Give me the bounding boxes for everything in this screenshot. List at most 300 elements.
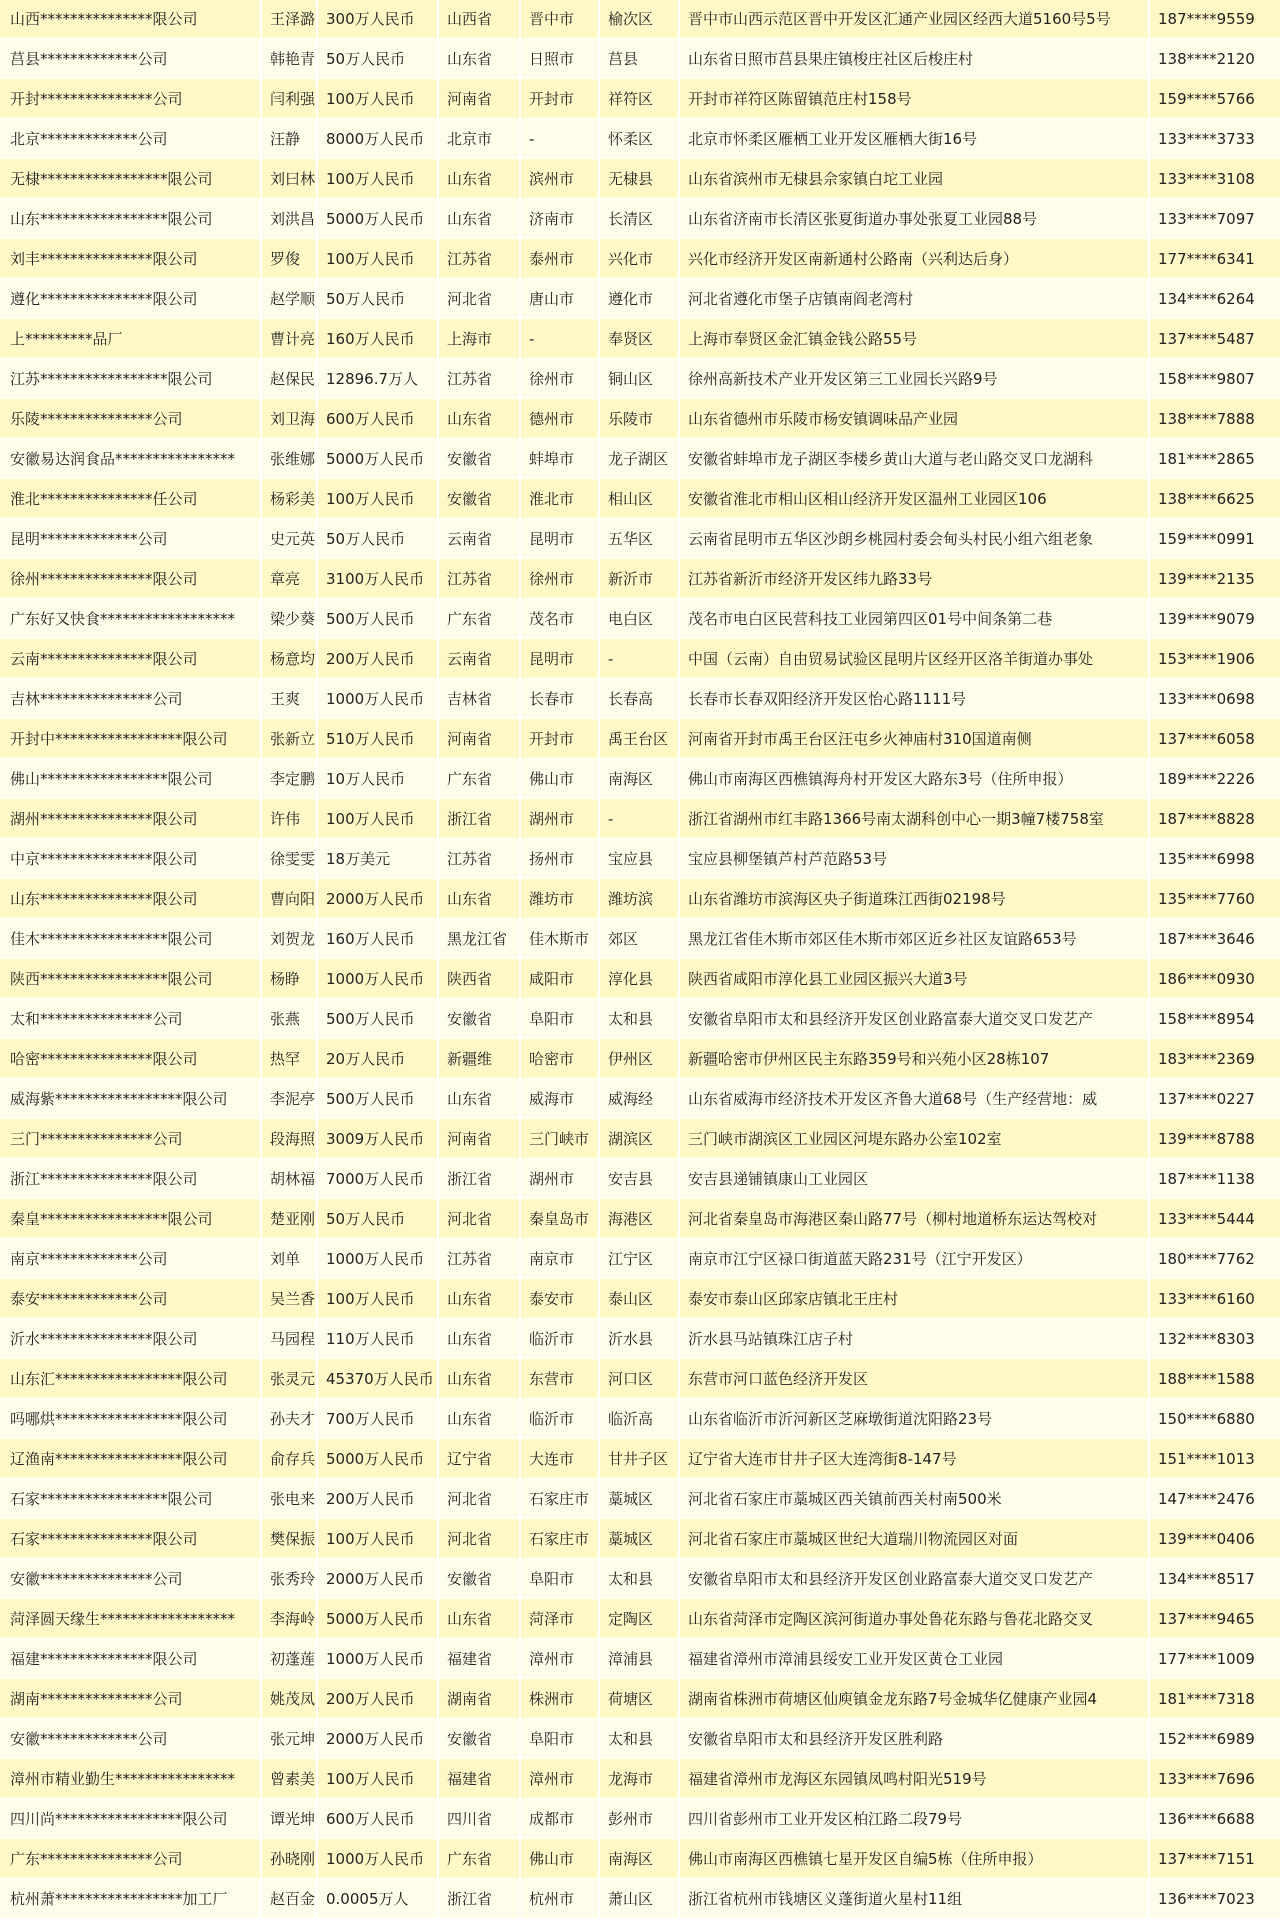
city-cell: 淮北市 bbox=[521, 479, 600, 519]
capital-cell: 600万人民币 bbox=[318, 1799, 439, 1839]
phone-cell: 153****1906 bbox=[1150, 639, 1280, 679]
capital-cell: 110万人民币 bbox=[318, 1319, 439, 1359]
table-row bbox=[0, 39, 1280, 79]
phone-cell: 181****2865 bbox=[1150, 439, 1280, 479]
legal-rep-cell: 章亮 bbox=[262, 559, 318, 599]
district-cell: 长春高 bbox=[600, 679, 680, 719]
legal-rep-cell: 胡林福 bbox=[262, 1159, 318, 1199]
capital-cell: 160万人民币 bbox=[318, 919, 439, 959]
city-cell: 秦皇岛市 bbox=[521, 1199, 600, 1239]
city-cell: 杭州市 bbox=[521, 1879, 600, 1919]
province-cell: 山西省 bbox=[439, 0, 521, 39]
address-cell: 开封市祥符区陈留镇范庄村158号 bbox=[680, 79, 1150, 119]
province-cell: 安徽省 bbox=[439, 1559, 521, 1599]
phone-cell: 135****6998 bbox=[1150, 839, 1280, 879]
city-cell: 漳州市 bbox=[521, 1759, 600, 1799]
province-cell: 河北省 bbox=[439, 1199, 521, 1239]
district-cell: 河口区 bbox=[600, 1359, 680, 1399]
address-cell: 云南省昆明市五华区沙朗乡桃园村委会甸头村民小组六组老象 bbox=[680, 519, 1150, 559]
capital-cell: 2000万人民币 bbox=[318, 1719, 439, 1759]
table-row bbox=[0, 119, 1280, 159]
city-cell: 阜阳市 bbox=[521, 1719, 600, 1759]
city-cell: 徐州市 bbox=[521, 359, 600, 399]
province-cell: 河南省 bbox=[439, 1119, 521, 1159]
province-cell: 福建省 bbox=[439, 1759, 521, 1799]
address-cell: 三门峡市湖滨区工业园区河堤东路办公室102室 bbox=[680, 1119, 1150, 1159]
district-cell: 定陶区 bbox=[600, 1599, 680, 1639]
capital-cell: 5000万人民币 bbox=[318, 439, 439, 479]
province-cell: 河南省 bbox=[439, 79, 521, 119]
province-cell: 河南省 bbox=[439, 719, 521, 759]
address-cell: 山东省德州市乐陵市杨安镇调味品产业园 bbox=[680, 399, 1150, 439]
city-cell: 威海市 bbox=[521, 1079, 600, 1119]
address-cell: 晋中市山西示范区晋中开发区汇通产业园区经西大道5160号5号 bbox=[680, 0, 1150, 39]
city-cell: 日照市 bbox=[521, 39, 600, 79]
address-cell: 河北省石家庄市藁城区世纪大道瑞川物流园区对面 bbox=[680, 1519, 1150, 1559]
company-name-cell: 安徽***************公司 bbox=[0, 1559, 262, 1599]
capital-cell: 100万人民币 bbox=[318, 159, 439, 199]
table-row bbox=[0, 679, 1280, 719]
province-cell: 山东省 bbox=[439, 1079, 521, 1119]
province-cell: 江苏省 bbox=[439, 1239, 521, 1279]
table-row bbox=[0, 1239, 1280, 1279]
phone-cell: 183****2369 bbox=[1150, 1039, 1280, 1079]
province-cell: 广东省 bbox=[439, 759, 521, 799]
city-cell: 菏泽市 bbox=[521, 1599, 600, 1639]
phone-cell: 187****1138 bbox=[1150, 1159, 1280, 1199]
city-cell: 徐州市 bbox=[521, 559, 600, 599]
city-cell: 咸阳市 bbox=[521, 959, 600, 999]
address-cell: 山东省临沂市沂河新区芝麻墩街道沈阳路23号 bbox=[680, 1399, 1150, 1439]
province-cell: 江苏省 bbox=[439, 839, 521, 879]
phone-cell: 139****2135 bbox=[1150, 559, 1280, 599]
company-name-cell: 威海紫*****************限公司 bbox=[0, 1079, 262, 1119]
company-name-cell: 徐州***************限公司 bbox=[0, 559, 262, 599]
district-cell: 五华区 bbox=[600, 519, 680, 559]
table-row bbox=[0, 1719, 1280, 1759]
table-row bbox=[0, 999, 1280, 1039]
legal-rep-cell: 吴兰香 bbox=[262, 1279, 318, 1319]
province-cell: 北京市 bbox=[439, 119, 521, 159]
capital-cell: 45370万人民币 bbox=[318, 1359, 439, 1399]
city-cell: 晋中市 bbox=[521, 0, 600, 39]
city-cell: 泰州市 bbox=[521, 239, 600, 279]
district-cell: 长清区 bbox=[600, 199, 680, 239]
address-cell: 浙江省杭州市钱塘区义蓬街道火星村11组 bbox=[680, 1879, 1150, 1919]
legal-rep-cell: 赵百金 bbox=[262, 1879, 318, 1919]
capital-cell: 50万人民币 bbox=[318, 279, 439, 319]
table-row bbox=[0, 319, 1280, 359]
company-name-cell: 上*********品厂 bbox=[0, 319, 262, 359]
table-row bbox=[0, 279, 1280, 319]
company-name-cell: 太和***************公司 bbox=[0, 999, 262, 1039]
city-cell: 佳木斯市 bbox=[521, 919, 600, 959]
phone-cell: 187****9559 bbox=[1150, 0, 1280, 39]
city-cell: 长春市 bbox=[521, 679, 600, 719]
phone-cell: 137****7151 bbox=[1150, 1839, 1280, 1879]
province-cell: 安徽省 bbox=[439, 439, 521, 479]
company-name-cell: 广东***************公司 bbox=[0, 1839, 262, 1879]
capital-cell: 500万人民币 bbox=[318, 1079, 439, 1119]
legal-rep-cell: 罗俊 bbox=[262, 239, 318, 279]
province-cell: 陕西省 bbox=[439, 959, 521, 999]
legal-rep-cell: 汪静 bbox=[262, 119, 318, 159]
legal-rep-cell: 樊保振 bbox=[262, 1519, 318, 1559]
company-name-cell: 杭州萧*****************加工厂 bbox=[0, 1879, 262, 1919]
district-cell: 禹王台区 bbox=[600, 719, 680, 759]
city-cell: 湖州市 bbox=[521, 799, 600, 839]
company-name-cell: 北京*************公司 bbox=[0, 119, 262, 159]
table-row bbox=[0, 479, 1280, 519]
company-name-cell: 云南***************限公司 bbox=[0, 639, 262, 679]
province-cell: 安徽省 bbox=[439, 1719, 521, 1759]
phone-cell: 151****1013 bbox=[1150, 1439, 1280, 1479]
company-name-cell: 淮北***************任公司 bbox=[0, 479, 262, 519]
district-cell: 藁城区 bbox=[600, 1519, 680, 1559]
phone-cell: 137****5487 bbox=[1150, 319, 1280, 359]
company-name-cell: 刘丰***************限公司 bbox=[0, 239, 262, 279]
address-cell: 山东省菏泽市定陶区滨河街道办事处鲁花东路与鲁花北路交叉 bbox=[680, 1599, 1150, 1639]
address-cell: 河北省石家庄市藁城区西关镇前西关村南500米 bbox=[680, 1479, 1150, 1519]
district-cell: 湖滨区 bbox=[600, 1119, 680, 1159]
province-cell: 安徽省 bbox=[439, 999, 521, 1039]
company-name-cell: 佛山*****************限公司 bbox=[0, 759, 262, 799]
capital-cell: 200万人民币 bbox=[318, 1679, 439, 1719]
company-name-cell: 中京***************限公司 bbox=[0, 839, 262, 879]
table-row bbox=[0, 1399, 1280, 1439]
city-cell: 石家庄市 bbox=[521, 1519, 600, 1559]
legal-rep-cell: 张灵元 bbox=[262, 1359, 318, 1399]
company-name-cell: 湖南***************公司 bbox=[0, 1679, 262, 1719]
address-cell: 茂名市电白区民营科技工业园第四区01号中间条第二巷 bbox=[680, 599, 1150, 639]
phone-cell: 138****7888 bbox=[1150, 399, 1280, 439]
legal-rep-cell: 楚亚刚 bbox=[262, 1199, 318, 1239]
legal-rep-cell: 刘曰林 bbox=[262, 159, 318, 199]
legal-rep-cell: 俞存兵 bbox=[262, 1439, 318, 1479]
capital-cell: 2000万人民币 bbox=[318, 1559, 439, 1599]
legal-rep-cell: 刘洪昌 bbox=[262, 199, 318, 239]
table-row bbox=[0, 719, 1280, 759]
company-name-cell: 浙江***************限公司 bbox=[0, 1159, 262, 1199]
city-cell: 开封市 bbox=[521, 79, 600, 119]
city-cell: 南京市 bbox=[521, 1239, 600, 1279]
city-cell: 泰安市 bbox=[521, 1279, 600, 1319]
phone-cell: 137****9465 bbox=[1150, 1599, 1280, 1639]
address-cell: 黑龙江省佳木斯市郊区佳木斯市郊区近乡社区友谊路653号 bbox=[680, 919, 1150, 959]
legal-rep-cell: 徐雯雯 bbox=[262, 839, 318, 879]
company-name-cell: 莒县*************公司 bbox=[0, 39, 262, 79]
legal-rep-cell: 张新立 bbox=[262, 719, 318, 759]
company-name-cell: 昆明*************公司 bbox=[0, 519, 262, 559]
district-cell: 威海经 bbox=[600, 1079, 680, 1119]
district-cell: 南海区 bbox=[600, 759, 680, 799]
capital-cell: 18万美元 bbox=[318, 839, 439, 879]
phone-cell: 133****0698 bbox=[1150, 679, 1280, 719]
company-name-cell: 江苏*****************限公司 bbox=[0, 359, 262, 399]
district-cell: 郊区 bbox=[600, 919, 680, 959]
legal-rep-cell: 张维娜 bbox=[262, 439, 318, 479]
legal-rep-cell: 热罕 bbox=[262, 1039, 318, 1079]
phone-cell: 188****1588 bbox=[1150, 1359, 1280, 1399]
legal-rep-cell: 许伟 bbox=[262, 799, 318, 839]
company-name-cell: 陕西*****************限公司 bbox=[0, 959, 262, 999]
province-cell: 山东省 bbox=[439, 159, 521, 199]
province-cell: 吉林省 bbox=[439, 679, 521, 719]
district-cell: 无棣县 bbox=[600, 159, 680, 199]
capital-cell: 200万人民币 bbox=[318, 639, 439, 679]
company-name-cell: 无棣*****************限公司 bbox=[0, 159, 262, 199]
address-cell: 陕西省咸阳市淳化县工业园区振兴大道3号 bbox=[680, 959, 1150, 999]
province-cell: 黑龙江省 bbox=[439, 919, 521, 959]
table-row bbox=[0, 799, 1280, 839]
province-cell: 浙江省 bbox=[439, 1159, 521, 1199]
company-name-cell: 湖州***************限公司 bbox=[0, 799, 262, 839]
district-cell: 莒县 bbox=[600, 39, 680, 79]
province-cell: 山东省 bbox=[439, 1599, 521, 1639]
district-cell: 南海区 bbox=[600, 1839, 680, 1879]
legal-rep-cell: 刘单 bbox=[262, 1239, 318, 1279]
company-name-cell: 山东***************限公司 bbox=[0, 879, 262, 919]
table-row bbox=[0, 1639, 1280, 1679]
phone-cell: 159****5766 bbox=[1150, 79, 1280, 119]
address-cell: 辽宁省大连市甘井子区大连湾街8-147号 bbox=[680, 1439, 1150, 1479]
company-name-cell: 辽渔南*****************限公司 bbox=[0, 1439, 262, 1479]
province-cell: 江苏省 bbox=[439, 359, 521, 399]
city-cell: 湖州市 bbox=[521, 1159, 600, 1199]
city-cell: 成都市 bbox=[521, 1799, 600, 1839]
phone-cell: 158****9807 bbox=[1150, 359, 1280, 399]
address-cell: 安徽省蚌埠市龙子湖区李楼乡黄山大道与老山路交叉口龙湖科 bbox=[680, 439, 1150, 479]
city-cell: 唐山市 bbox=[521, 279, 600, 319]
district-cell: 乐陵市 bbox=[600, 399, 680, 439]
province-cell: 上海市 bbox=[439, 319, 521, 359]
company-name-cell: 安徽*************公司 bbox=[0, 1719, 262, 1759]
province-cell: 广东省 bbox=[439, 599, 521, 639]
address-cell: 安吉县递铺镇康山工业园区 bbox=[680, 1159, 1150, 1199]
city-cell: 潍坊市 bbox=[521, 879, 600, 919]
table-row bbox=[0, 239, 1280, 279]
capital-cell: 100万人民币 bbox=[318, 799, 439, 839]
company-name-cell: 开封中*****************限公司 bbox=[0, 719, 262, 759]
district-cell: 龙海市 bbox=[600, 1759, 680, 1799]
phone-cell: 132****8303 bbox=[1150, 1319, 1280, 1359]
table-row bbox=[0, 959, 1280, 999]
city-cell: 三门峡市 bbox=[521, 1119, 600, 1159]
table-row bbox=[0, 79, 1280, 119]
company-name-cell: 遵化***************限公司 bbox=[0, 279, 262, 319]
address-cell: 河北省秦皇岛市海港区秦山路77号（柳村地道桥东运达驾校对 bbox=[680, 1199, 1150, 1239]
city-cell: - bbox=[521, 119, 600, 159]
city-cell: 滨州市 bbox=[521, 159, 600, 199]
city-cell: 石家庄市 bbox=[521, 1479, 600, 1519]
city-cell: 蚌埠市 bbox=[521, 439, 600, 479]
table-row bbox=[0, 519, 1280, 559]
table-row bbox=[0, 1479, 1280, 1519]
legal-rep-cell: 张秀玲 bbox=[262, 1559, 318, 1599]
phone-cell: 133****3108 bbox=[1150, 159, 1280, 199]
address-cell: 新疆哈密市伊州区民主东路359号和兴苑小区28栋107 bbox=[680, 1039, 1150, 1079]
province-cell: 新疆维 bbox=[439, 1039, 521, 1079]
capital-cell: 5000万人民币 bbox=[318, 1439, 439, 1479]
company-name-cell: 山东汇*****************限公司 bbox=[0, 1359, 262, 1399]
phone-cell: 139****9079 bbox=[1150, 599, 1280, 639]
table-row bbox=[0, 159, 1280, 199]
district-cell: 伊州区 bbox=[600, 1039, 680, 1079]
province-cell: 辽宁省 bbox=[439, 1439, 521, 1479]
company-name-cell: 漳州市精业勤生**************** bbox=[0, 1759, 262, 1799]
address-cell: 泰安市泰山区邱家店镇北王庄村 bbox=[680, 1279, 1150, 1319]
legal-rep-cell: 杨睁 bbox=[262, 959, 318, 999]
district-cell: 潍坊滨 bbox=[600, 879, 680, 919]
phone-cell: 135****7760 bbox=[1150, 879, 1280, 919]
address-cell: 浙江省湖州市红丰路1366号南太湖科创中心一期3幢7楼758室 bbox=[680, 799, 1150, 839]
city-cell: 临沂市 bbox=[521, 1399, 600, 1439]
phone-cell: 133****5444 bbox=[1150, 1199, 1280, 1239]
city-cell: 阜阳市 bbox=[521, 1559, 600, 1599]
legal-rep-cell: 王泽潞 bbox=[262, 0, 318, 39]
company-name-cell: 安徽易达润食品**************** bbox=[0, 439, 262, 479]
phone-cell: 136****7023 bbox=[1150, 1879, 1280, 1919]
province-cell: 广东省 bbox=[439, 1839, 521, 1879]
company-name-cell: 佳木*****************限公司 bbox=[0, 919, 262, 959]
capital-cell: 2000万人民币 bbox=[318, 879, 439, 919]
legal-rep-cell: 李海岭 bbox=[262, 1599, 318, 1639]
district-cell: 甘井子区 bbox=[600, 1439, 680, 1479]
city-cell: 德州市 bbox=[521, 399, 600, 439]
province-cell: 云南省 bbox=[439, 639, 521, 679]
legal-rep-cell: 曹计亮 bbox=[262, 319, 318, 359]
capital-cell: 160万人民币 bbox=[318, 319, 439, 359]
table-row bbox=[0, 759, 1280, 799]
legal-rep-cell: 王爽 bbox=[262, 679, 318, 719]
city-cell: 扬州市 bbox=[521, 839, 600, 879]
district-cell: 江宁区 bbox=[600, 1239, 680, 1279]
table-row bbox=[0, 1199, 1280, 1239]
table-row bbox=[0, 839, 1280, 879]
district-cell: 漳浦县 bbox=[600, 1639, 680, 1679]
address-cell: 湖南省株洲市荷塘区仙庾镇金龙东路7号金城华亿健康产业园4 bbox=[680, 1679, 1150, 1719]
city-cell: 大连市 bbox=[521, 1439, 600, 1479]
table-row bbox=[0, 879, 1280, 919]
address-cell: 中国（云南）自由贸易试验区昆明片区经开区洛羊街道办事处 bbox=[680, 639, 1150, 679]
address-cell: 山东省威海市经济技术开发区齐鲁大道68号（生产经营地：威 bbox=[680, 1079, 1150, 1119]
address-cell: 安徽省阜阳市太和县经济开发区胜利路 bbox=[680, 1719, 1150, 1759]
company-name-cell: 四川尚*****************限公司 bbox=[0, 1799, 262, 1839]
phone-cell: 133****7696 bbox=[1150, 1759, 1280, 1799]
capital-cell: 100万人民币 bbox=[318, 1279, 439, 1319]
province-cell: 山东省 bbox=[439, 1359, 521, 1399]
province-cell: 湖南省 bbox=[439, 1679, 521, 1719]
city-cell: 漳州市 bbox=[521, 1639, 600, 1679]
address-cell: 福建省漳州市漳浦县绥安工业开发区黄仓工业园 bbox=[680, 1639, 1150, 1679]
city-cell: 佛山市 bbox=[521, 759, 600, 799]
legal-rep-cell: 杨彩美 bbox=[262, 479, 318, 519]
capital-cell: 3100万人民币 bbox=[318, 559, 439, 599]
address-cell: 山东省日照市莒县果庄镇梭庄社区后梭庄村 bbox=[680, 39, 1150, 79]
province-cell: 安徽省 bbox=[439, 479, 521, 519]
table-row bbox=[0, 1599, 1280, 1639]
capital-cell: 50万人民币 bbox=[318, 39, 439, 79]
province-cell: 山东省 bbox=[439, 879, 521, 919]
province-cell: 山东省 bbox=[439, 1399, 521, 1439]
district-cell: 新沂市 bbox=[600, 559, 680, 599]
address-cell: 佛山市南海区西樵镇海舟村开发区大路东3号（住所申报） bbox=[680, 759, 1150, 799]
phone-cell: 180****7762 bbox=[1150, 1239, 1280, 1279]
table-row bbox=[0, 359, 1280, 399]
phone-cell: 177****1009 bbox=[1150, 1639, 1280, 1679]
table-row bbox=[0, 1519, 1280, 1559]
legal-rep-cell: 初蓬莲 bbox=[262, 1639, 318, 1679]
phone-cell: 150****6880 bbox=[1150, 1399, 1280, 1439]
district-cell: 淳化县 bbox=[600, 959, 680, 999]
phone-cell: 138****2120 bbox=[1150, 39, 1280, 79]
address-cell: 江苏省新沂市经济开发区纬九路33号 bbox=[680, 559, 1150, 599]
capital-cell: 3009万人民币 bbox=[318, 1119, 439, 1159]
legal-rep-cell: 张电来 bbox=[262, 1479, 318, 1519]
city-cell: 昆明市 bbox=[521, 639, 600, 679]
province-cell: 山东省 bbox=[439, 1279, 521, 1319]
capital-cell: 50万人民币 bbox=[318, 519, 439, 559]
phone-cell: 137****6058 bbox=[1150, 719, 1280, 759]
table-row bbox=[0, 199, 1280, 239]
capital-cell: 100万人民币 bbox=[318, 479, 439, 519]
legal-rep-cell: 姚茂凤 bbox=[262, 1679, 318, 1719]
legal-rep-cell: 史元英 bbox=[262, 519, 318, 559]
district-cell: 铜山区 bbox=[600, 359, 680, 399]
table-row bbox=[0, 1559, 1280, 1599]
legal-rep-cell: 刘贺龙 bbox=[262, 919, 318, 959]
city-cell: 临沂市 bbox=[521, 1319, 600, 1359]
company-name-cell: 山东*****************限公司 bbox=[0, 199, 262, 239]
phone-cell: 139****8788 bbox=[1150, 1119, 1280, 1159]
company-name-cell: 山西***************限公司 bbox=[0, 0, 262, 39]
address-cell: 山东省滨州市无棣县佘家镇白坨工业园 bbox=[680, 159, 1150, 199]
phone-cell: 138****6625 bbox=[1150, 479, 1280, 519]
city-cell: 开封市 bbox=[521, 719, 600, 759]
legal-rep-cell: 韩艳青 bbox=[262, 39, 318, 79]
capital-cell: 600万人民币 bbox=[318, 399, 439, 439]
legal-rep-cell: 李定鹏 bbox=[262, 759, 318, 799]
city-cell: 株洲市 bbox=[521, 1679, 600, 1719]
legal-rep-cell: 梁少葵 bbox=[262, 599, 318, 639]
province-cell: 浙江省 bbox=[439, 799, 521, 839]
district-cell: 安吉县 bbox=[600, 1159, 680, 1199]
district-cell: - bbox=[600, 639, 680, 679]
company-name-cell: 石家***************限公司 bbox=[0, 1519, 262, 1559]
capital-cell: 12896.7万人 bbox=[318, 359, 439, 399]
capital-cell: 500万人民币 bbox=[318, 599, 439, 639]
province-cell: 河北省 bbox=[439, 279, 521, 319]
table-row bbox=[0, 639, 1280, 679]
company-name-cell: 三门***************公司 bbox=[0, 1119, 262, 1159]
address-cell: 佛山市南海区西樵镇七星开发区自编5栋（住所申报） bbox=[680, 1839, 1150, 1879]
table-row bbox=[0, 1879, 1280, 1919]
phone-cell: 134****6264 bbox=[1150, 279, 1280, 319]
phone-cell: 133****7097 bbox=[1150, 199, 1280, 239]
company-name-cell: 泰安*************公司 bbox=[0, 1279, 262, 1319]
address-cell: 徐州高新技术产业开发区第三工业园长兴路9号 bbox=[680, 359, 1150, 399]
company-name-cell: 菏泽圆天缘生****************** bbox=[0, 1599, 262, 1639]
capital-cell: 200万人民币 bbox=[318, 1479, 439, 1519]
table-row bbox=[0, 1359, 1280, 1399]
district-cell: 荷塘区 bbox=[600, 1679, 680, 1719]
phone-cell: 181****7318 bbox=[1150, 1679, 1280, 1719]
capital-cell: 300万人民币 bbox=[318, 0, 439, 39]
table-row bbox=[0, 399, 1280, 439]
district-cell: 祥符区 bbox=[600, 79, 680, 119]
address-cell: 长春市长春双阳经济开发区怡心路1111号 bbox=[680, 679, 1150, 719]
province-cell: 浙江省 bbox=[439, 1879, 521, 1919]
